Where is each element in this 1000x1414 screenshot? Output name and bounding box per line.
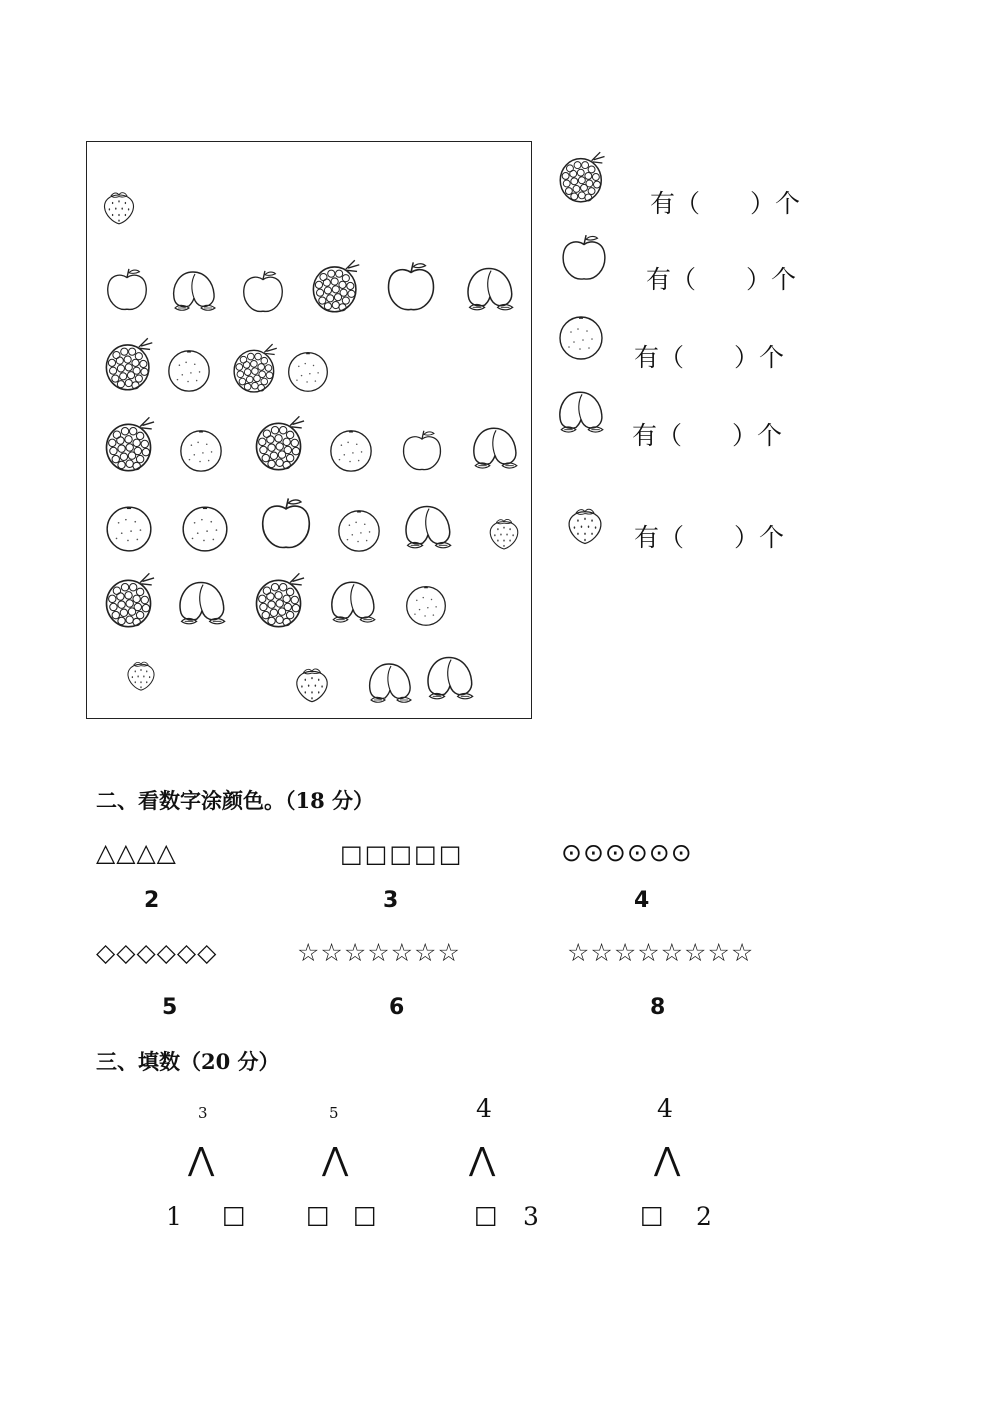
raspberry-icon <box>253 570 311 630</box>
apple-count-line: 有（ ）个 <box>646 265 797 294</box>
apple-icon <box>558 230 610 286</box>
orange-icon <box>165 346 213 394</box>
apple-icon <box>399 426 445 476</box>
bond-2-left-blank[interactable]: □ <box>306 1200 330 1229</box>
orange-icon <box>179 502 231 554</box>
bond-4-top: 4 <box>657 1094 673 1123</box>
raspberry-icon <box>253 412 311 474</box>
strawberry-icon <box>291 660 333 708</box>
orange-icon <box>285 348 331 394</box>
bond-1-top: 3 <box>198 1104 208 1122</box>
number-5: 5 <box>162 995 178 1020</box>
raspberry-icon <box>103 570 161 630</box>
raspberry-icon <box>557 148 611 206</box>
stars-8-group: ☆☆☆☆☆☆☆☆ <box>567 938 755 967</box>
triangles-group: △△△△ <box>96 838 177 867</box>
orange-icon <box>177 426 225 474</box>
strawberry-icon <box>123 654 159 696</box>
section-3-title: 三、填数（20 分） <box>96 1049 280 1074</box>
strawberry-icon <box>99 186 139 228</box>
bond-4-wedge: ⋀ <box>654 1140 681 1178</box>
bond-2-wedge: ⋀ <box>322 1140 349 1178</box>
peach-icon <box>175 576 229 630</box>
peach-icon <box>463 262 517 316</box>
peach-icon <box>401 500 455 554</box>
squares-group: □□□□□ <box>340 840 464 868</box>
orange-icon <box>335 506 383 554</box>
bond-3-top: 4 <box>476 1094 492 1123</box>
bond-2-top: 5 <box>329 1104 339 1122</box>
bond-1-wedge: ⋀ <box>188 1140 215 1178</box>
strawberry-count-line: 有（ ）个 <box>634 523 785 552</box>
number-2: 2 <box>144 888 160 913</box>
section-2-title: 二、看数字涂颜色。（18 分） <box>96 788 375 813</box>
orange-icon <box>556 312 606 362</box>
orange-icon <box>327 426 375 474</box>
number-6: 6 <box>389 995 405 1020</box>
apple-icon <box>383 258 439 316</box>
raspberry-icon <box>103 336 159 392</box>
apple-icon <box>257 494 315 554</box>
strawberry-icon <box>485 512 523 554</box>
raspberry-count-line: 有（ ）个 <box>650 189 801 218</box>
strawberry-icon <box>563 500 607 550</box>
circles-group: ⊙⊙⊙⊙⊙⊙ <box>561 838 693 867</box>
bond-4-left-blank[interactable]: □ <box>640 1200 664 1229</box>
apple-icon <box>239 266 287 318</box>
number-8: 8 <box>650 995 666 1020</box>
orange-icon <box>403 582 449 628</box>
bond-1-left: 1 <box>166 1202 182 1231</box>
peach-icon <box>365 658 415 708</box>
bond-3-right: 3 <box>523 1202 539 1231</box>
raspberry-icon <box>309 258 367 314</box>
orange-icon <box>103 502 155 554</box>
raspberry-icon <box>231 342 283 394</box>
peach-icon <box>423 650 477 706</box>
peach-icon <box>469 422 521 474</box>
diamonds-group: ◇◇◇◇◇◇ <box>96 938 218 967</box>
peach-count-line: 有（ ）个 <box>632 421 783 450</box>
bond-4-right: 2 <box>696 1202 712 1231</box>
orange-count-line: 有（ ）个 <box>634 343 785 372</box>
apple-icon <box>103 264 151 316</box>
bond-3-wedge: ⋀ <box>469 1140 496 1178</box>
bond-1-right-blank[interactable]: □ <box>222 1200 246 1229</box>
peach-icon <box>327 576 379 628</box>
raspberry-icon <box>103 414 161 474</box>
stars-7-group: ☆☆☆☆☆☆☆ <box>297 938 461 967</box>
bond-2-right-blank[interactable]: □ <box>353 1200 377 1229</box>
bond-3-left-blank[interactable]: □ <box>474 1200 498 1229</box>
fruit-picture-box <box>86 141 532 719</box>
number-3: 3 <box>383 888 399 913</box>
number-4: 4 <box>634 888 650 913</box>
peach-icon <box>554 386 608 438</box>
peach-icon <box>169 266 219 316</box>
